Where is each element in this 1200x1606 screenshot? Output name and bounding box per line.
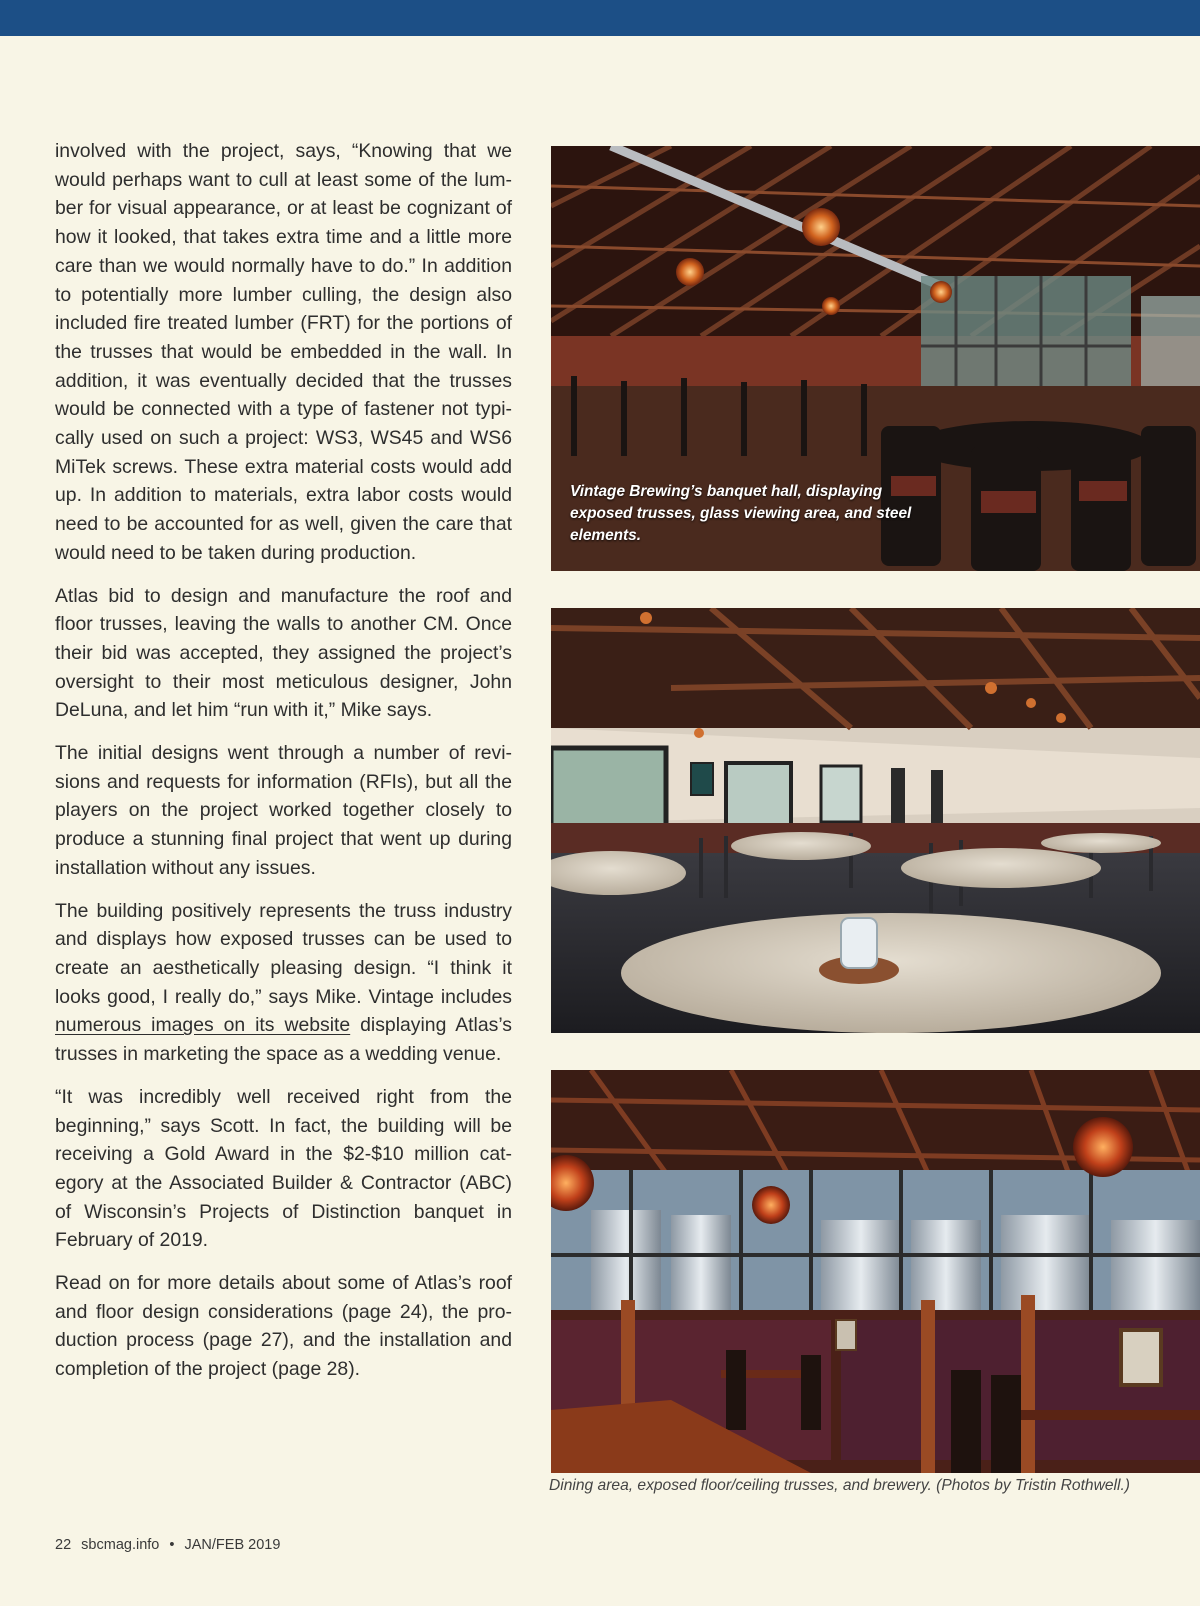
paragraph-3: The initial designs went through a number of revi-sions and requests for information (RFIs), but all the players on the project worked together closely to produce a stunning final project that went up during installation without any issues. <box>55 742 512 879</box>
banquet-hall-caption: Vintage Brewing’s banquet hall, displaying exposed trusses, glass viewing area, and steel elements. <box>570 483 912 544</box>
paragraph-4 <box>55 897 512 1069</box>
paragraph-4-after: displaying Atlas’s trusses in marketing the space as a wedding venue. <box>55 1014 512 1066</box>
paragraph-2: Atlas bid to design and manufacture the roof and floor trusses, leaving the walls to another CM. Once their bid was accepted, they assigned the project’s oversight to their most meticulous designer, John DeLuna, and let him “run with it,” Mike says. <box>55 584 512 722</box>
photos-caption: Dining area, exposed floor/ceiling trusses, and brewery. (Photos by Tristin Rothwell.) <box>549 1477 1130 1494</box>
paragraph-6: Read on for more details about some of Atlas’s roof and floor design considerations (page 24), the pro-duction process (page 27), and the installation and completion of the project (page 28). <box>55 1272 512 1381</box>
site-name: sbcmag.info <box>81 1537 160 1553</box>
paragraph-5: “It was incredibly well received right from the beginning,” says Scott. In fact, the building will be receiving a Gold Award in the $2-$10 million cat-egory at the Associated Builder & Contractor (ABC) of Wisconsin’s Projects of Distinction banquet in February of 2019. <box>55 1085 512 1252</box>
page-footer <box>55 1537 286 1553</box>
article-body <box>55 137 512 1398</box>
dining-tables-photo <box>551 608 1200 1033</box>
footer-separator: • <box>169 1537 175 1553</box>
page-number: 22 <box>55 1537 72 1553</box>
paragraph-4-before: The building positively represents the truss industry and displays how exposed trusses can be used to create an aesthetically pleasing design. “I think it looks good, I really do,” says Mike. Vintage includes <box>55 899 512 1008</box>
dining-brewery-photo <box>551 1070 1200 1473</box>
paragraph-1: involved with the project, says, “Knowing that we would perhaps want to cull at least some of the lum-ber for visual appearance, or at least be cognizant of how it looked, that takes extra time and a little more care than we would normally have to do.” In addition to potentially more lumber culling, the design also included fire treated lumber (FRT) for the portions of the trusses that would be embedded in the wall. In addition, it was eventually decided that the trusses would be connected with a type of fastener not typi-cally used on such a project: WS3, WS45 and WS6 MiTek screws. These extra material costs would add up. In addition to materials, extra labor costs would need to be accounted for as well, given the care that would need to be taken during production. <box>55 140 512 564</box>
website-images-link[interactable]: numerous images on its website <box>55 1014 351 1037</box>
header-bar <box>0 0 1200 36</box>
issue-date: JAN/FEB 2019 <box>184 1537 281 1553</box>
banquet-hall-photo <box>551 146 1200 571</box>
